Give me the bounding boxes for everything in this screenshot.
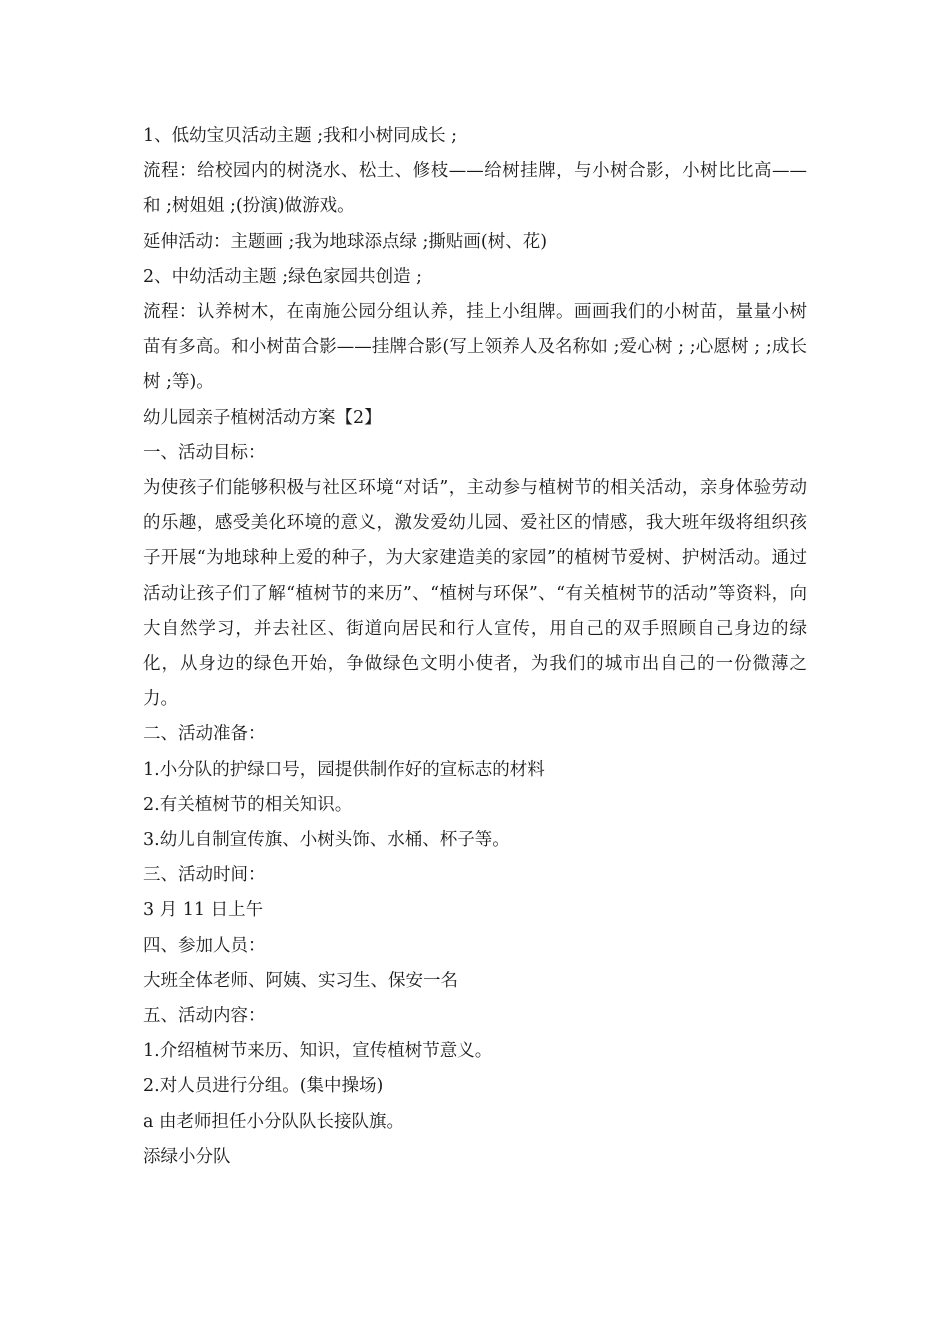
- content-item-2: 2.对人员进行分组。(集中操场): [143, 1076, 384, 1097]
- section-title-plan-2: 幼儿园亲子植树活动方案【2】: [143, 407, 382, 428]
- item-2-heading: 2、中幼活动主题 ;绿色家园共创造 ;: [143, 266, 423, 287]
- heading-preparation: 二、活动准备：: [143, 724, 266, 745]
- time-value: 3 月 11 日上午: [143, 900, 264, 921]
- item-1-process: 流程：给校园内的树浇水、松土、修枝——给树挂牌，与小树合影，小树比比高——和 ;树姐姐 ;(扮演)做游戏。: [143, 161, 807, 217]
- heading-goals: 一、活动目标：: [143, 442, 266, 463]
- participants-value: 大班全体老师、阿姨、实习生、保安一名: [143, 970, 458, 991]
- content-item-1: 1.介绍植树节来历、知识，宣传植树节意义。: [143, 1041, 493, 1062]
- goals-paragraph: 为使孩子们能够积极与社区环境“对话”，主动参与植树节的相关活动，亲身体验劳动的乐趣，感受美化环境的意义，激发爱幼儿园、爱社区的情感，我大班年级将组织孩子开展“为地球种上爱的种子，为大家建造美的家园”的植树节爱树、护树活动。通过活动让孩子们了解“植树节的来历”、“植树与环保”、“有关植树节的活动”等资料，向大自然学习，并去社区、街道向居民和行人宣传，用自己的双手照顾自己身边的绿化，从身边的绿色开始，争做绿色文明小使者，为我们的城市出自己的一份微薄之力。: [143, 478, 807, 710]
- preparation-item-1: 1.小分队的护绿口号，园提供制作好的宣标志的材料: [143, 759, 545, 780]
- content-item-2a: a 由老师担任小分队队长接队旗。: [143, 1111, 404, 1132]
- item-1-heading: 1、低幼宝贝活动主题 ;我和小树同成长 ;: [143, 126, 458, 146]
- preparation-item-3: 3.幼儿自制宣传旗、小树头饰、水桶、杯子等。: [143, 830, 510, 851]
- document-body: [143, 119, 807, 1175]
- heading-time: 三、活动时间：: [143, 865, 266, 886]
- preparation-item-2: 2.有关植树节的相关知识。: [143, 794, 353, 815]
- heading-content: 五、活动内容：: [143, 1006, 266, 1027]
- item-2-process: 流程：认养树木，在南施公园分组认养，挂上小组牌。画画我们的小树苗，量量小树苗有多高。和小树苗合影——挂牌合影(写上领养人及名称如 ;爱心树 ; ;心愿树 ; ;成长树 ;等)。: [143, 302, 807, 393]
- item-1-extension: 延伸活动：主题画 ;我为地球添点绿 ;撕贴画(树、花): [143, 231, 548, 252]
- team-name: 添绿小分队: [143, 1146, 231, 1167]
- heading-participants: 四、参加人员：: [143, 935, 266, 956]
